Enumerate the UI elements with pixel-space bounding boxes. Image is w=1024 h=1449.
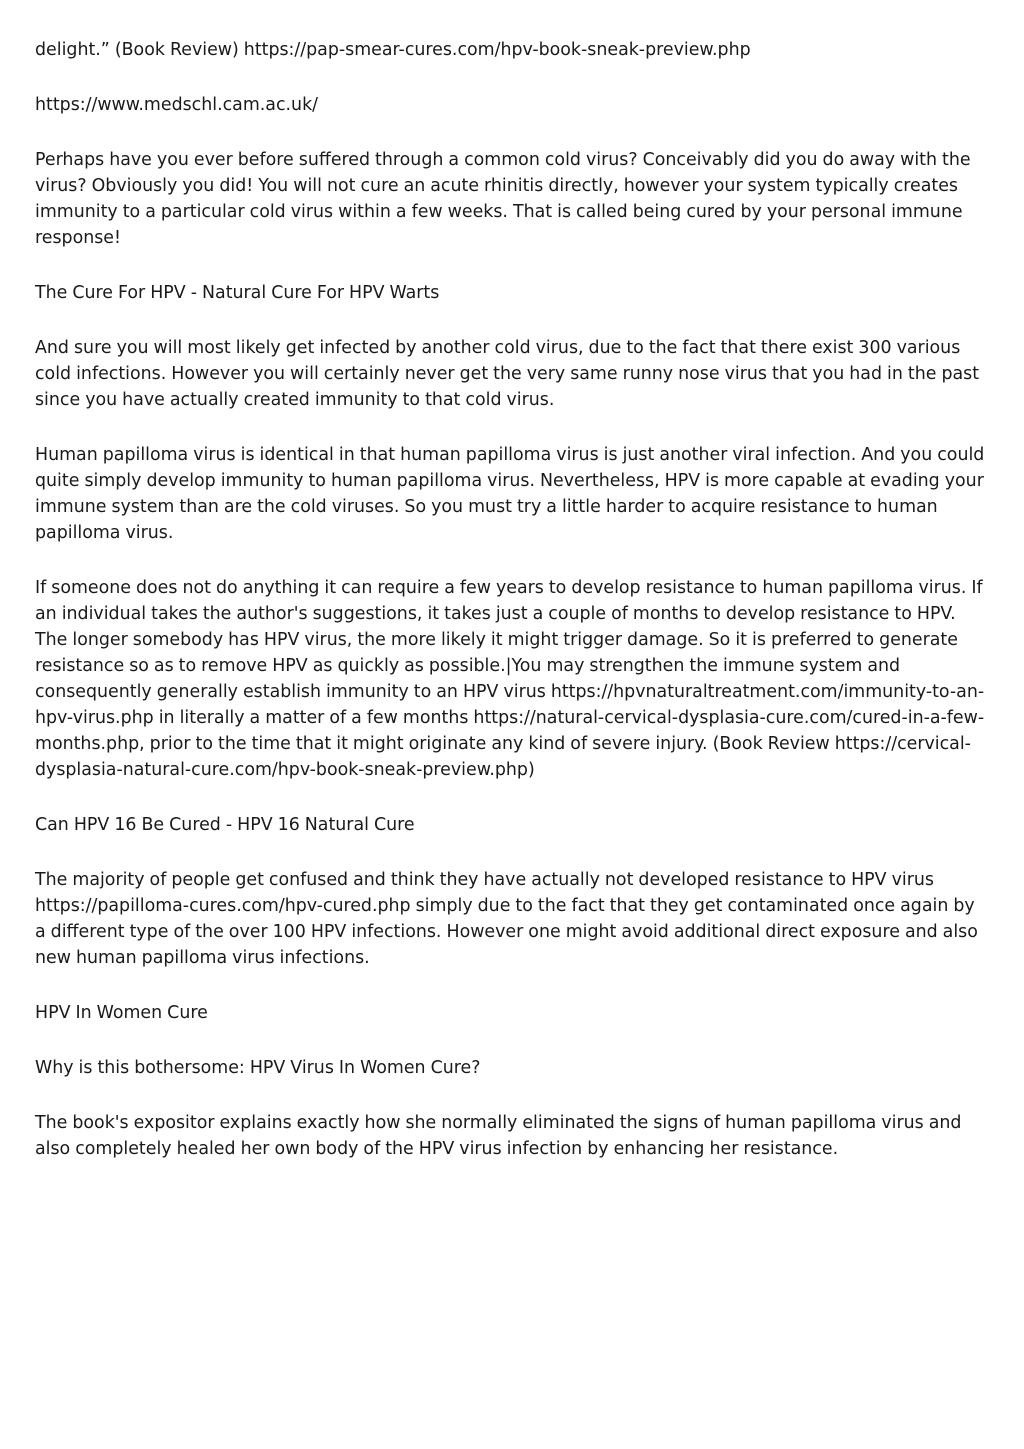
- paragraph-cold-infections: And sure you will most likely get infected by another cold virus, due to the fact that there exist 300 various cold infections. However you will certainly never get the very same runny nose virus that you had in the past since you have actually created immunity to that cold virus.: [35, 338, 980, 410]
- paragraph-develop-resistance: If someone does not do anything it can require a few years to develop resistance to human papilloma virus. If an individual takes the author's suggestions, it takes just a couple of months to develop resistance to HPV. The longer somebody has HPV virus, the more likely it might trigger damage. So it is preferred to generate resistance so as to remove HPV as quickly as possible.|You may strengthen the immune system and consequently generally establish immunity to an HPV virus https://hpvnaturaltreatment.com/immunity-to-an-hpv-virus.php in literally a matter of a few months https://natural-cervical-dysplasia-cure.com/cured-in-a-few-months.php, prior to the time that it might originate any kind of severe injury. (Book Review https://cervical-dysplasia-natural-cure.com/hpv-book-sneak-preview.php): [35, 578, 985, 780]
- paragraph-human-papilloma-virus: Human papilloma virus is identical in that human papilloma virus is just another viral infection. And you could quite simply develop immunity to human papilloma virus. Nevertheless, HPV is more capable at evading your immune system than are the cold viruses. So you must try a little harder to acquire resistance to human papilloma virus.: [35, 445, 985, 543]
- paragraph-medschl-url: https://www.medschl.cam.ac.uk/: [35, 95, 319, 115]
- paragraph-confused-people: The majority of people get confused and think they have actually not developed resistance to HPV virus https://papilloma-cures.com/hpv-cured.php simply due to the fact that they get contaminated once again by a different type of the over 100 HPV infections. However one might avoid additional direct exposure and also new human papilloma virus infections.: [35, 870, 978, 968]
- paragraph-book-review-link: delight.” (Book Review) https://pap-smear-cures.com/hpv-book-sneak-preview.php: [35, 40, 751, 60]
- paragraph-book-expositor: The book's expositor explains exactly how she normally eliminated the signs of human papilloma virus and also completely healed her own body of the HPV virus infection by enhancing her resistance.: [35, 1113, 962, 1159]
- heading-cure-for-hpv: The Cure For HPV - Natural Cure For HPV Warts: [35, 283, 440, 303]
- question-bothersome: Why is this bothersome: HPV Virus In Women Cure?: [35, 1058, 481, 1078]
- heading-hpv-16: Can HPV 16 Be Cured - HPV 16 Natural Cure: [35, 815, 415, 835]
- heading-hpv-in-women: HPV In Women Cure: [35, 1003, 208, 1023]
- paragraph-cold-virus: Perhaps have you ever before suffered through a common cold virus? Conceivably did you do away with the virus? Obviously you did! You will not cure an acute rhinitis directly, however your system typically creates immunity to a particular cold virus within a few weeks. That is called being cured by your personal immune response!: [35, 150, 971, 248]
